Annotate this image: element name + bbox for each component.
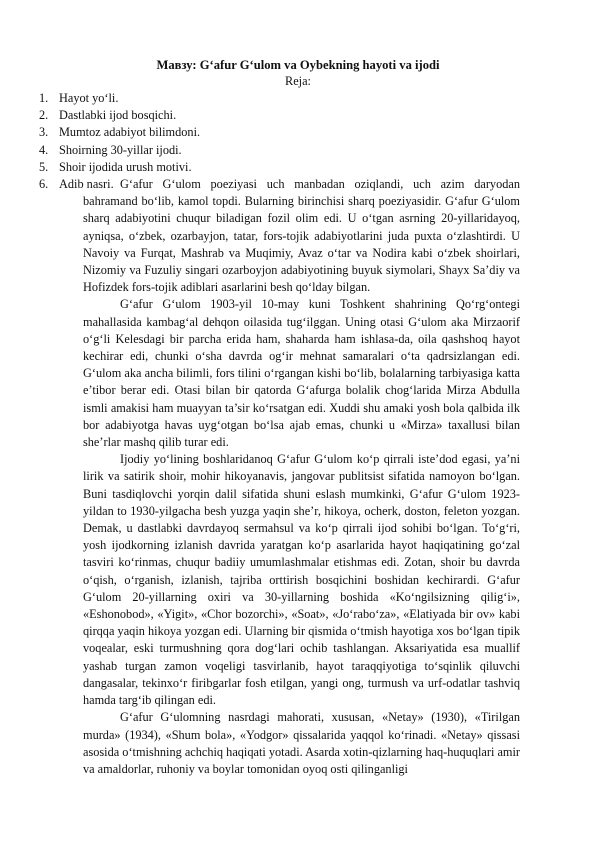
plan-item-number: 4. xyxy=(39,142,49,157)
body-text xyxy=(83,176,520,778)
paragraph-early-work: Ijodiy yo‘lining boshlaridanoq G‘afur G‘ulom ko‘p qirrali iste’dod egasi, ya’ni lirik va satirik shoir, mohir hikoyanavis, jangovar publitsist sifatida namoyon bo‘lgan. Buni tasdiqlovchi yorqin dalil sifatida shuni eslash mumkinki, G‘afur G‘ulom 1923-yildan to 1930-yilgacha besh yuzga yaqin she’r, hikoya, ocherk, doston, feleton yozgan. Demak, u dastlabki davrdayoq sermahsul va ko‘p qirrali ijod sohibi bo‘lgan. To‘g‘ri, yosh ijodkorning izlanish davrida yaratgan ko‘p asarlarida hayot haqiqatining go‘zal tasviri ko‘rinmas, chuqur badiiy umumlashmalar etishmas edi. Zotan, shoir bu davrda o‘qish, o‘rganish, izlanish, tajriba orttirish bosqichini boshidan kechirardi. G‘afur G‘ulom 20-yillarning oxiri va 30-yillarning boshida «Ko‘ngilsizning qilig‘i», «Eshonobod», «Yigit», «Chor bozorchi», «Soat», «Jo‘rabo‘za», «Elatiyada bir ov» kabi qirqqa yaqin hikoya yozgan edi. Ularning bir qismida o‘tmish hayotiga xos bo‘lgan tipik voqealar, eski turmushning qora dog‘lari ochib tashlangan. Aksariyatida esa muallif yashab turgan zamon voqeligi tasvirlanib, hayot taraqqiyotiga to‘sqinlik qiluvchi dangasalar, tekinxo‘r firibgarlar fosh etilgan, yangi ong, turmush va urf-odatlar tashviq hamda targ‘ib qilingan edi. xyxy=(83,452,520,708)
plan-item xyxy=(39,107,239,124)
plan-item-text: Hayot yo‘li. xyxy=(59,91,119,105)
plan-heading: Reja: xyxy=(285,74,311,88)
plan-item-text: Shoirning 30-yillar ijodi. xyxy=(59,142,182,157)
paragraph-biography: G‘afur G‘ulom 1903-yil 10-may kuni Toshkent shahrining Qo‘rg‘ontegi mahallasida kambag‘al dehqon oilasida tug‘ilggan. Uning otasi G‘ulom aka Mirzaorif o‘g‘li Kelesdagi bir parcha erida ham, shaharda ham ishlasa-da, oila qashshoq hayot kechirar edi, chunki o‘sha davrda og‘ir mehnat samaralari o‘ta qadrsizlangan edi. G‘ulom aka ancha bilimli, fors tilini o‘rgangan kishi bo‘lib, bolalarning tarbiyasiga katta e’tibor berar edi. Otasi bilan bir qatorda G‘afurga bolalik chog‘larida Mirza Abdulla ismli amakisi ham muayyan ta’sir ko‘rsatgan edi. Xuddi shu amaki yosh bola qalbida ilk bor adabiyotga havas uyg‘otgan bo‘lsa ajab emas, chunki u «Mirza» taxallusi bilan she’rlar mashq qilib turar edi. xyxy=(83,297,520,450)
plan-item-text: Dastlabki ijod bosqichi. xyxy=(59,108,177,123)
plan-item-number: 6. xyxy=(39,176,49,191)
plan-item-number: 5. xyxy=(39,159,49,174)
plan-item xyxy=(39,159,239,176)
paragraph-poetry-sources: G‘afur G‘ulom poeziyasi uch manbadan oziqlandi, uch azim daryodan bahramand bo‘lib, kamol topdi. Bularning birinchisi sharq poeziyasidir. G‘afur G‘ulom sharq adabiyotini chuqur biladigan fozil olim edi. U o‘tgan asrning 20-yillaridayoq, ayniqsa, o‘zbek, ozarbayjon, tatar, fors-tojik adabiyotlarini juda puxta o‘zlashtirdi. U Navoiy va Furqat, Mashrab va Muqimiy, Avaz o‘tar va Nodira kabi o‘zbek shoirlari, Nizomiy va Fuzuliy singari ozarboyjon adabiyotining buyuk siymolari, Shayx Sa’diy va Hofizdek fors-tojik adiblari asarlarini besh qo‘lday bilgan. xyxy=(83,177,520,295)
plan-item-text: Adib nasri. xyxy=(59,176,114,191)
plan-item xyxy=(39,90,239,107)
plan-item-number: 1. xyxy=(39,91,49,105)
plan-item xyxy=(39,124,239,141)
plan-item-number: 3. xyxy=(39,125,49,140)
plan-item xyxy=(39,142,239,159)
plan-item-text: Shoir ijodida urush motivi. xyxy=(59,159,192,174)
plan-item-text: Mumtoz adabiyot bilimdoni. xyxy=(59,125,201,140)
plan-item-number: 2. xyxy=(39,108,49,123)
page-title: Мавзу: G‘afur G‘ulom va Oybekning hayoti va ijodi xyxy=(156,58,440,72)
paragraph-prose: G‘afur G‘ulomning nasrdagi mahorati, xususan, «Netay» (1930), «Tirilgan murda» (1934), «Shum bola», «Yodgor» qissalarida yaqqol ko‘rinadi. «Netay» qissasi asosida o‘tmishning achchiq haqiqati yotadi. Asarda xotin-qizlarning haq-huquqlari amir va amaldorlar, ruhoniy va boylar tomonidan oyoq osti qilinganligi xyxy=(83,710,520,776)
